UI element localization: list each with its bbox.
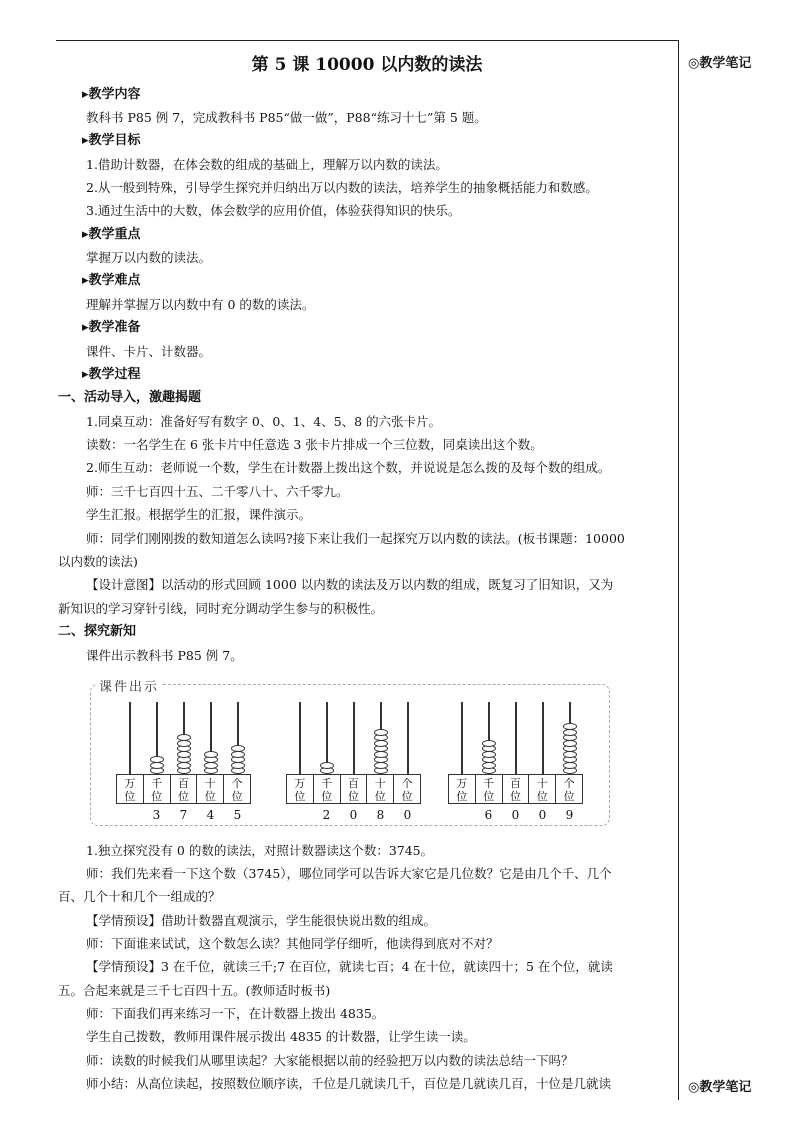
place-label: 万 位	[117, 775, 144, 803]
figure-label: 课件出示	[96, 676, 162, 695]
paragraph-line: 【设计意图】以活动的形式回顾 1000 以内数的读法及万以内数的组成，既复习了旧知识，又为	[86, 577, 614, 592]
paragraph-line: 五。合起来就是三千七百四十五。(教师适时板书)	[58, 983, 331, 998]
digit-label: 0	[403, 808, 412, 822]
paragraph-line: 理解并掌握万以内数中有 0 的数的读法。	[86, 297, 315, 312]
paragraph-line: 【学情预设】借助计数器直观演示，学生能很快说出数的组成。	[86, 913, 437, 928]
place-label: 十 位	[529, 775, 556, 803]
abacus-rods	[286, 702, 421, 774]
paragraph-line: 课件、卡片、计数器。	[86, 344, 212, 359]
digit-label: 6	[484, 808, 493, 822]
place-label: 千 位	[144, 775, 171, 803]
digit-label: 3	[152, 808, 161, 822]
place-value-labels	[286, 774, 421, 804]
abacus-rod	[353, 702, 355, 774]
abacus-rod	[515, 702, 517, 774]
place-label: 个 位	[231, 777, 243, 803]
digit-label: 2	[322, 808, 331, 822]
abacus-digits	[448, 808, 583, 822]
notes-divider	[678, 40, 679, 1100]
place-label: 万 位	[449, 775, 476, 803]
paragraph-line: 学生自己拨数，教师用课件展示拨出 4835 的计数器，让学生读一读。	[86, 1029, 476, 1044]
abacus-rod	[129, 702, 131, 774]
abacus-3745	[116, 702, 251, 822]
abacus-rods	[448, 702, 583, 774]
paragraph-line: 掌握万以内数的读法。	[86, 250, 212, 265]
abacus-bead	[563, 723, 577, 730]
abacus-bead	[231, 745, 245, 752]
abacus-bead	[150, 756, 164, 763]
paragraph-line: 师：读数的时候我们从哪里读起？大家能根据以前的经验把万以内数的读法总结一下吗？	[86, 1053, 574, 1068]
digit-label	[116, 808, 143, 822]
notes-label-top: ◎教学笔记	[688, 56, 752, 71]
digit-label	[286, 808, 313, 822]
abacus-bead	[482, 740, 496, 747]
abacus-bead	[374, 729, 388, 736]
abacus-digits	[116, 808, 251, 822]
abacus-bead	[177, 734, 191, 741]
page-title: 第 5 课 10000 以内数的读法	[251, 55, 483, 75]
paragraph-line: 1.同桌互动：准备好写有数字 0、0、1、4、5、8 的六张卡片。	[86, 414, 442, 429]
abacus-figure	[90, 676, 610, 826]
section-heading: 二、探究新知	[58, 624, 137, 639]
digit-label: 4	[206, 808, 215, 822]
abacus-rod	[461, 702, 463, 774]
section-heading: 一、活动导入，激趣揭题	[58, 390, 202, 405]
abacus-2080	[286, 702, 421, 822]
place-label: 千 位	[314, 775, 341, 803]
section-heading: ▸教学准备	[82, 320, 141, 335]
paragraph-line: 百、几个十和几个一组成的？	[58, 889, 221, 904]
paragraph-line: 新知识的学习穿针引线，同时充分调动学生参与的积极性。	[58, 601, 384, 616]
section-heading: ▸教学重点	[82, 227, 141, 242]
paragraph-line: 师：下面谁来试试，这个数怎么读？其他同学仔细听，他读得到底对不对？	[86, 936, 499, 951]
section-heading: ▸教学目标	[82, 133, 141, 148]
abacus-digits	[286, 808, 421, 822]
place-label: 十 位	[197, 775, 224, 803]
place-label: 百 位	[171, 775, 198, 803]
paragraph-line: 以内数的读法)	[58, 554, 138, 569]
place-label: 万 位	[287, 775, 314, 803]
top-rule	[56, 40, 678, 41]
notes-label-bottom: ◎教学笔记	[688, 1080, 752, 1095]
place-value-labels	[116, 774, 251, 804]
digit-label	[448, 808, 475, 822]
place-label: 个 位	[401, 777, 413, 803]
abacus-rod	[299, 702, 301, 774]
abacus-rods	[116, 702, 251, 774]
digit-label: 9	[565, 808, 574, 822]
paragraph-line: 师小结：从高位读起，按照数位顺序读，千位是几就读几千，百位是几就读几百，十位是几就读	[86, 1076, 612, 1091]
digit-label: 0	[349, 808, 358, 822]
digit-label: 0	[538, 808, 547, 822]
paragraph-line: 教科书 P85 例 7，完成教科书 P85“做一做”，P88“练习十七”第 5 题。	[86, 110, 487, 125]
place-label: 千 位	[476, 775, 503, 803]
place-label: 百 位	[341, 775, 368, 803]
paragraph-line: 师：同学们刚刚拨的数知道怎么读吗?接下来让我们一起探究万以内数的读法。(板书课题：10000	[86, 531, 625, 546]
paragraph-line: 课件出示教科书 P85 例 7。	[86, 648, 243, 663]
paragraph-line: 2.从一般到特殊，引导学生探究并归纳出万以内数的读法，培养学生的抽象概括能力和数感。	[86, 180, 598, 195]
abacus-rod	[542, 702, 544, 774]
digit-label: 8	[376, 808, 385, 822]
section-heading: ▸教学过程	[82, 367, 141, 382]
abacus-6009	[448, 702, 583, 822]
digit-label: 7	[179, 808, 188, 822]
abacus-rod	[407, 702, 409, 774]
paragraph-line: 2.师生互动：老师说一个数，学生在计数器上拨出这个数，并说说是怎么拨的及每个数的组成。	[86, 460, 611, 475]
paragraph-line: 师：我们先来看一下这个数（3745），哪位同学可以告诉大家它是几位数？它是由几个千、几个	[86, 866, 612, 881]
place-value-labels	[448, 774, 583, 804]
place-label: 百 位	[503, 775, 530, 803]
abacus-bead	[320, 762, 334, 769]
paragraph-line: 学生汇报。根据学生的汇报，课件演示。	[86, 507, 312, 522]
paragraph-line: 师：三千七百四十五、二千零八十、六千零九。	[86, 484, 349, 499]
digit-label: 0	[511, 808, 520, 822]
paragraph-line: 1.独立探究没有 0 的数的读法，对照计数器读这个数：3745。	[86, 843, 434, 858]
abacus-bead	[204, 751, 218, 758]
place-label: 十 位	[367, 775, 394, 803]
paragraph-line: 3.通过生活中的大数，体会数学的应用价值，体验获得知识的快乐。	[86, 203, 461, 218]
paragraph-line: 【学情预设】3 在千位，就读三千;7 在百位，就读七百；4 在十位，就读四十；5 在个位，就读	[86, 959, 613, 974]
section-heading: ▸教学难点	[82, 273, 141, 288]
paragraph-line: 师：下面我们再来练习一下，在计数器上拨出 4835。	[86, 1006, 385, 1021]
section-heading: ▸教学内容	[82, 87, 141, 102]
paragraph-line: 1.借助计数器，在体会数的组成的基础上，理解万以内数的读法。	[86, 157, 448, 172]
paragraph-line: 读数：一名学生在 6 张卡片中任意选 3 张卡片排成一个三位数，同桌读出这个数。	[86, 437, 543, 452]
place-label: 个 位	[563, 777, 575, 803]
digit-label: 5	[233, 808, 242, 822]
